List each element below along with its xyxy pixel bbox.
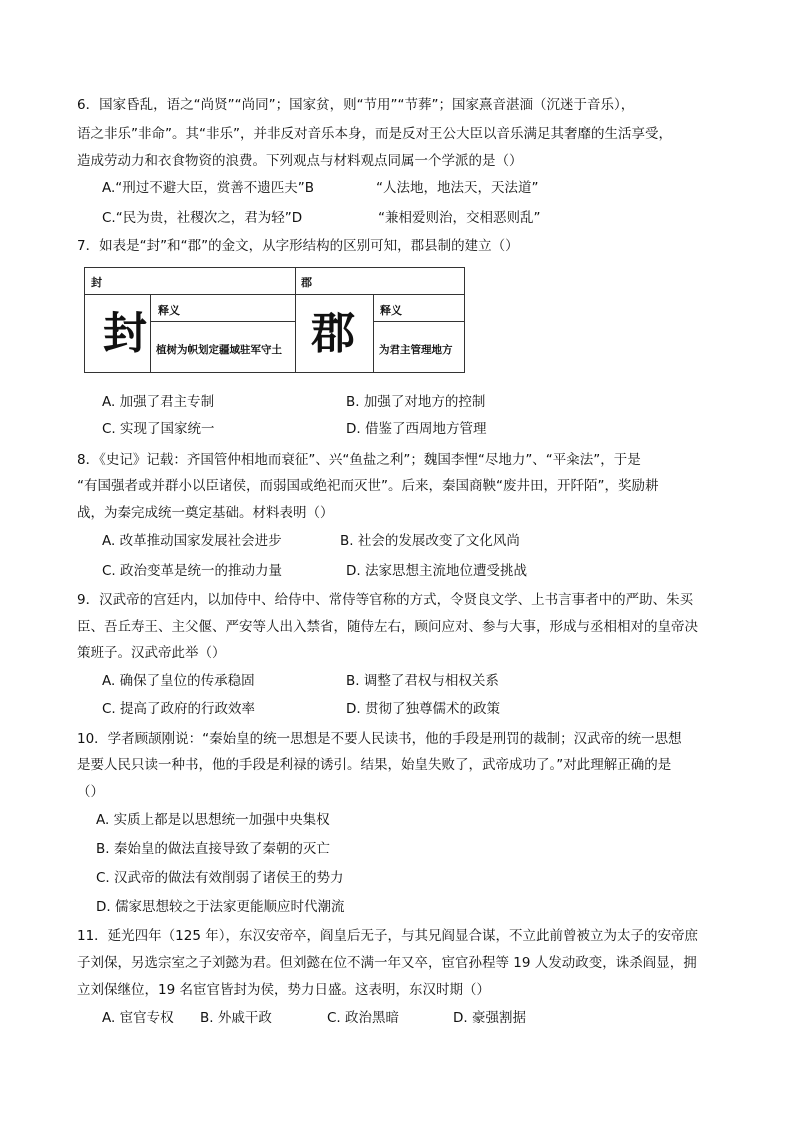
q8-stem-line1: 8．《史记》记载：齐国管仲相地而衰征”、兴“鱼盐之利”；魏国李悝“尽地力”、“平籴法”，于是 [77, 452, 641, 468]
q7-option-c: C. 实现了国家统一 [102, 421, 215, 437]
right-inner-rule [373, 321, 464, 322]
q11-option-c: C. 政治黑暗 [327, 1010, 400, 1026]
q10-stem-line1: 10．学者顾颉刚说：“秦始皇的统一思想是不要人民读书，他的手段是刑罚的裁制；汉武帝的统一思想 [77, 731, 682, 747]
q6-stem-line1: 6．国家昏乱，语之“尚贤”“尚同”；国家贫，则“节用”“节葬”；国家熹音湛湎（沉迷于音乐）， [77, 97, 635, 113]
q7-option-d: D. 借鉴了西周地方管理 [346, 421, 487, 437]
q6-option-b: “人法地，地法天，天法道” [376, 180, 539, 196]
q9-option-a: A. 确保了皇位的传承稳固 [102, 673, 255, 689]
right-header: 郡 [301, 276, 312, 289]
q6-option-a: A.“刑过不避大臣，赏善不遗匹夫”B [102, 180, 315, 196]
right-label: 释义 [380, 304, 402, 317]
q8-option-a: A. 改革推动国家发展社会进步 [102, 533, 282, 549]
q7-glyph-table [84, 267, 465, 373]
q7-option-b: B. 加强了对地方的控制 [346, 394, 486, 410]
feng-bronze-glyph: 封 [103, 308, 147, 359]
q11-stem-line1: 11．延光四年（125 年），东汉安帝卒，阎皇后无子，与其兄阎显合谋，不立此前曾被立为太子的安帝庶 [77, 928, 698, 944]
q6-stem-line2: 语之非乐”非命”。其“非乐”，并非反对音乐本身，而是反对王公大臣以音乐满足其奢靡的生活享受， [77, 126, 672, 142]
left-label: 释义 [158, 304, 180, 317]
left-inner-divider [150, 294, 151, 372]
q8-option-c: C. 政治变革是统一的推动力量 [102, 563, 283, 579]
q10-option-d: D. 儒家思想较之于法家更能顺应时代潮流 [96, 899, 345, 915]
q6-option-c: C.“民为贵，社稷次之，君为轻”D [102, 210, 303, 226]
q11-option-b: B. 外戚干政 [200, 1010, 272, 1026]
q10-option-b: B. 秦始皇的做法直接导致了秦朝的灭亡 [96, 841, 330, 857]
q11-stem-line2: 子刘保，另选宗室之子刘懿为君。但刘懿在位不满一年又卒，宦官孙程等 19 人发动政变，诛杀阎显，拥 [77, 955, 697, 971]
q9-stem-line2: 臣、吾丘寿王、主父偃、严安等人出入禁省，随侍左右，顾问应对、参与大事，形成与丞相相对的皇帝决 [77, 619, 698, 635]
q11-option-d: D. 豪强割据 [453, 1010, 526, 1026]
right-meaning: 为君主管理地方 [379, 344, 453, 356]
q8-option-b: B. 社会的发展改变了文化风尚 [340, 533, 520, 549]
q9-option-d: D. 贯彻了独尊儒术的政策 [346, 701, 500, 717]
q6-option-d: “兼相爱则治，交相恶则乱” [378, 210, 541, 226]
left-header: 封 [91, 276, 102, 289]
q10-option-c: C. 汉武帝的做法有效削弱了诸侯王的势力 [96, 870, 344, 886]
jun-bronze-glyph: 郡 [311, 308, 355, 359]
q11-stem-line3: 立刘保继位，19 名宦官皆封为侯，势力日盛。这表明，东汉时期（） [77, 982, 490, 998]
right-inner-divider [373, 294, 374, 372]
q9-option-b: B. 调整了君权与相权关系 [346, 673, 499, 689]
left-meaning: 植树为帜划定疆域驻军守土 [156, 344, 282, 356]
q8-option-d: D. 法家思想主流地位遭受挑战 [346, 563, 527, 579]
q10-stem-line2: 是要人民只读一种书，他的手段是利禄的诱引。结果，始皇失败了，武帝成功了。”对此理解正确的是 [77, 757, 672, 773]
left-inner-rule [150, 321, 295, 322]
q10-stem-line3: （） [77, 784, 104, 800]
q11-option-a: A. 宦官专权 [102, 1010, 174, 1026]
q10-option-a: A. 实质上都是以思想统一加强中央集权 [96, 812, 330, 828]
q8-stem-line3: 战，为秦完成统一奠定基础。材料表明（） [77, 505, 334, 521]
table-header-rule [85, 294, 464, 295]
q9-stem-line1: 9．汉武帝的宫廷内，以加侍中、给侍中、常侍等官称的方式，令贤良文学、上书言事者中的严助、朱买 [77, 592, 694, 608]
q6-stem-line3: 造成劳动力和衣食物资的浪费。下列观点与材料观点同属一个学派的是（） [77, 153, 523, 169]
table-divider [295, 268, 296, 372]
q8-stem-line2: “有国强者或并群小以臣诸侯，而弱国或绝祀而灭世”。后来，秦国商鞅“废井田，开阡陌”，奖励耕 [77, 478, 659, 494]
q7-stem: 7．如表是“封”和“郡”的金文，从字形结构的区别可知，郡县制的建立（） [77, 238, 519, 254]
q9-option-c: C. 提高了政府的行政效率 [102, 701, 256, 717]
q9-stem-line3: 策班子。汉武帝此举（） [77, 645, 226, 661]
q7-option-a: A. 加强了君主专制 [102, 394, 215, 410]
